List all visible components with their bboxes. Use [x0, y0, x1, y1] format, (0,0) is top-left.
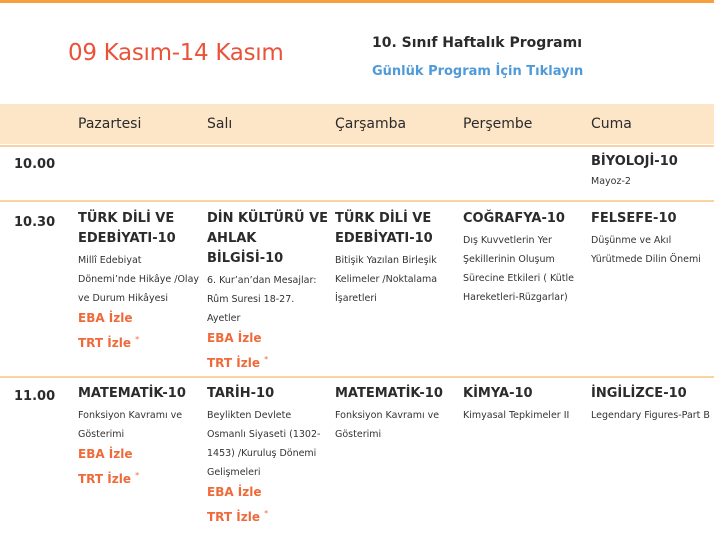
day-header-monday: Pazartesi — [78, 116, 142, 132]
lesson-cell-wednesday-1030 — [335, 209, 457, 308]
lesson-subject: DİN KÜLTÜRÜ VE AHLAK BİLGİSİ-10 — [207, 211, 329, 266]
lesson-cell-thursday-1100 — [463, 384, 585, 425]
lesson-subject: TÜRK DİLİ VE EDEBİYATI-10 — [78, 211, 176, 246]
footnote-star: * — [264, 509, 269, 518]
lesson-cell-monday-1100 — [78, 384, 200, 490]
day-header-wednesday: Çarşamba — [335, 116, 407, 132]
time-slot: 10.30 — [14, 215, 56, 230]
time-slot: 11.00 — [14, 389, 56, 404]
lesson-topic: Millî Edebiyat Dönemi’nde Hikâye /Olay ve Durum Hikâyesi — [78, 255, 200, 304]
trt-watch-label: TRT İzle — [78, 472, 131, 486]
schedule-table — [0, 104, 714, 524]
lesson-cell-friday-1030 — [591, 209, 713, 269]
lesson-cell-friday-1000 — [591, 152, 713, 191]
eba-watch-link[interactable]: EBA İzle — [78, 447, 133, 461]
day-header-thursday: Perşembe — [463, 116, 533, 132]
daily-program-link[interactable]: Günlük Program İçin Tıklayın — [372, 64, 584, 79]
trt-watch-link[interactable] — [207, 349, 329, 374]
lesson-cell-friday-1100 — [591, 384, 713, 425]
lesson-topic: Dış Kuvvetlerin Yer Şekillerinin Oluşum Sürecine Etkileri ( Kütle Hareketleri-Rüzgarlar) — [463, 235, 574, 303]
row-separator — [0, 200, 714, 202]
lesson-topic: Beylikten Devlete Osmanlı Siyaseti (1302-1453) /Kuruluş Dönemi Gelişmeleri — [207, 410, 321, 478]
lesson-subject: TÜRK DİLİ VE EDEBİYATI-10 — [335, 211, 433, 246]
row-separator — [0, 145, 714, 147]
lesson-subject: KİMYA-10 — [463, 386, 533, 401]
trt-watch-link[interactable] — [207, 503, 329, 528]
lesson-subject: BİYOLOJİ-10 — [591, 154, 678, 169]
day-header-row — [0, 104, 714, 144]
eba-watch-link[interactable]: EBA İzle — [207, 331, 262, 345]
lesson-topic: Fonksiyon Kavramı ve Gösterimi — [335, 410, 440, 440]
lesson-subject: MATEMATİK-10 — [78, 386, 186, 401]
trt-watch-link[interactable] — [78, 329, 200, 354]
lesson-topic: Fonksiyon Kavramı ve Gösterimi — [78, 410, 183, 440]
trt-watch-label: TRT İzle — [207, 510, 260, 524]
day-header-friday: Cuma — [591, 116, 632, 132]
lesson-subject: COĞRAFYA-10 — [463, 211, 565, 226]
lesson-topic: Mayoz-2 — [591, 176, 631, 187]
trt-watch-label: TRT İzle — [207, 356, 260, 370]
date-range: 09 Kasım-14 Kasım — [68, 40, 284, 66]
lesson-subject: FELSEFE-10 — [591, 211, 677, 226]
time-slot: 10.00 — [14, 157, 56, 172]
footnote-star: * — [264, 355, 269, 364]
lesson-cell-tuesday-1030 — [207, 209, 329, 374]
lesson-subject: İNGİLİZCE-10 — [591, 386, 687, 401]
eba-watch-link[interactable]: EBA İzle — [207, 485, 262, 499]
lesson-topic: Bitişik Yazılan Birleşik Kelimeler /Noktalama İşaretleri — [335, 255, 438, 304]
lesson-cell-monday-1030 — [78, 209, 200, 354]
row-separator — [0, 376, 714, 378]
lesson-subject: MATEMATİK-10 — [335, 386, 443, 401]
day-header-tuesday: Salı — [207, 116, 233, 132]
eba-watch-link[interactable]: EBA İzle — [78, 311, 133, 325]
lesson-cell-wednesday-1100 — [335, 384, 457, 444]
lesson-topic: Düşünme ve Akıl Yürütmede Dilin Önemi — [591, 235, 701, 265]
trt-watch-label: TRT İzle — [78, 336, 131, 350]
lesson-cell-thursday-1030 — [463, 209, 585, 307]
lesson-cell-tuesday-1100 — [207, 384, 329, 528]
footnote-star: * — [135, 335, 140, 344]
top-accent-bar — [0, 0, 714, 3]
lesson-subject: TARİH-10 — [207, 386, 275, 401]
lesson-topic: Kimyasal Tepkimeler II — [463, 410, 570, 421]
lesson-topic: Legendary Figures-Part B — [591, 410, 710, 421]
program-title: 10. Sınıf Haftalık Programı — [372, 35, 583, 51]
footnote-star: * — [135, 471, 140, 480]
lesson-topic: 6. Kur’an’dan Mesajlar: Rûm Suresi 18-27. Ayetler — [207, 275, 317, 324]
trt-watch-link[interactable] — [78, 465, 200, 490]
